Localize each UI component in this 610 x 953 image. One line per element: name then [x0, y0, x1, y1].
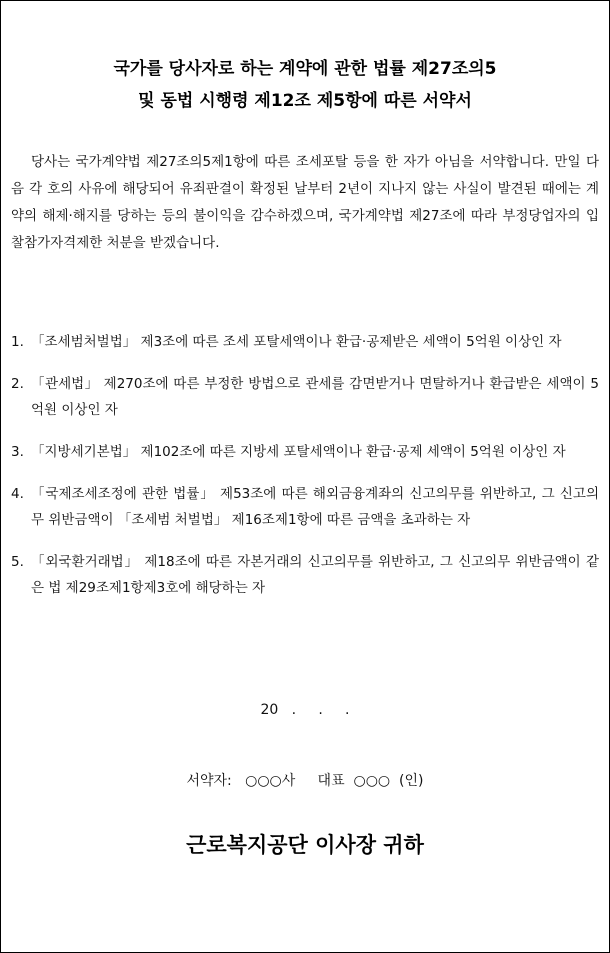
- item-number: 4.: [11, 486, 24, 502]
- item-text: 「국제조세조정에 관한 법률」 제53조에 따른 해외금융계좌의 신고의무를 위반하고, 그 신고의무 위반금액이 「조세범 처벌법」 제16조제1항에 따른 금액을 초과하는 자: [31, 486, 599, 528]
- list-item: [11, 329, 599, 355]
- item-number: 2.: [11, 376, 24, 392]
- item-number: 1.: [11, 334, 24, 350]
- title-line-1: 국가를 당사자로 하는 계약에 관한 법률 제27조의5: [113, 59, 497, 79]
- signer-line: 서약자: ○○○사 대표 ○○○ (인): [186, 773, 424, 789]
- item-number: 5.: [11, 554, 24, 570]
- addressee: 근로복지공단 이사장 귀하: [186, 833, 424, 857]
- item-text: 「지방세기본법」 제102조에 따른 지방세 포탈세액이나 환급·공제 세액이 5억원 이상인 자: [31, 444, 566, 460]
- item-number: 3.: [11, 444, 24, 460]
- item-text: 「외국환거래법」 제18조에 따른 자본거래의 신고의무를 위반하고, 그 신고의무 위반금액이 같은 법 제29조제1항제3호에 해당하는 자: [31, 554, 599, 596]
- intro-paragraph: 당사는 국가계약법 제27조의5제1항에 따른 조세포탈 등을 한 자가 아님을 서약합니다. 만일 다음 각 호의 사유에 해당되어 유죄판결이 확정된 날부터 2년이 지나지 않는 사실이 발견된 때에는 계약의 해제·해지를 당하는 등의 불이익을 감수하겠으며, 국가계약법 제27조에 따라 부정당업자의 입찰참가자격제한 처분을 받겠습니다.: [11, 154, 599, 251]
- list-item: [11, 439, 599, 465]
- item-text: 「조세범처벌법」 제3조에 따른 조세 포탈세액이나 환급·공제받은 세액이 5억원 이상인 자: [31, 334, 562, 350]
- list-item: [11, 481, 599, 533]
- conditions-list: [11, 329, 599, 601]
- list-item: [11, 549, 599, 601]
- item-text: 「관세법」 제270조에 따른 부정한 방법으로 관세를 감면받거나 면탈하거나 환급받은 세액이 5억원 이상인 자: [31, 376, 599, 418]
- title-line-2: 및 동법 시행령 제12조 제5항에 따른 서약서: [138, 91, 472, 111]
- list-item: [11, 371, 599, 423]
- document-title: [1, 53, 609, 117]
- date-text: 20 . . .: [260, 702, 350, 718]
- date-line: [1, 702, 609, 718]
